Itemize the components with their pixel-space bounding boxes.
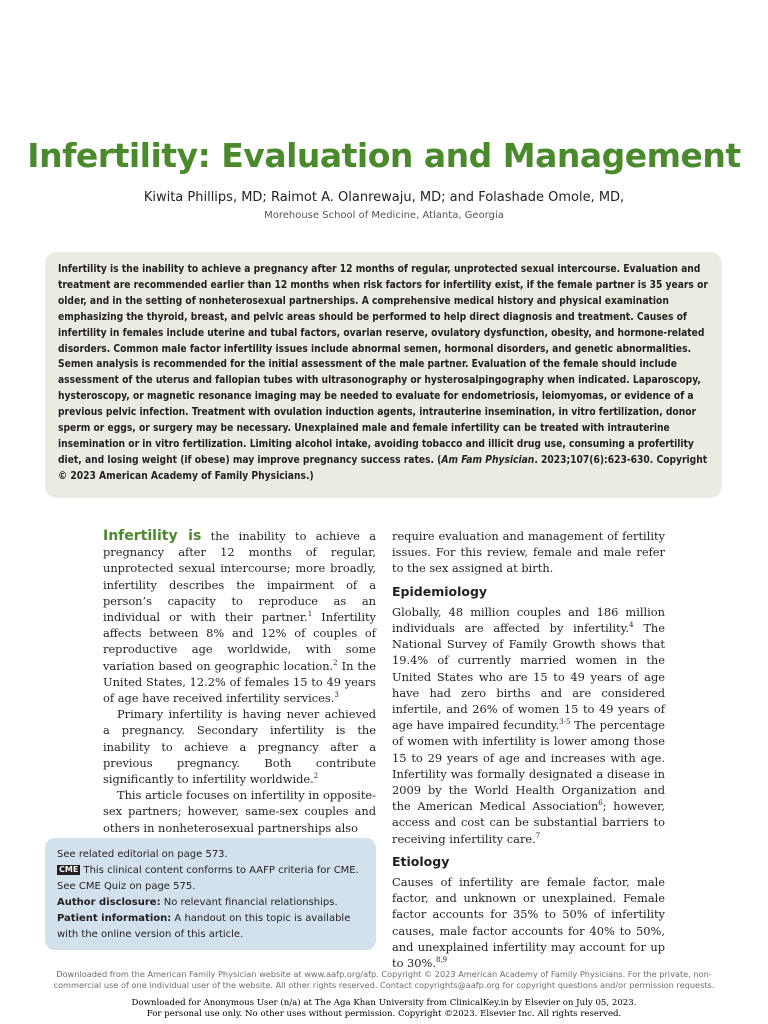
reference: 3 (334, 691, 339, 700)
journal-name: Am Fam Physician (441, 454, 535, 466)
reference: 2 (313, 772, 319, 781)
intro-text-c: In the United States, 12.2% of females 15 to 49 years of age have received infertility services. (103, 658, 376, 706)
patient-text: A handout on this topic is available with the online version of this article. (57, 913, 351, 940)
abstract-box (45, 252, 722, 498)
paragraph-text: Primary infertility is having never achieved a pregnancy. Secondary infertility is the inability to achieve a pregnancy after a previous pregnancy. Both contribute significantly to infertility worldwide. (103, 707, 376, 787)
paragraph-text: ; however, access and cost can be substantial barriers to receiving infertility care. (392, 799, 665, 846)
info-box (45, 838, 376, 950)
download-line-1: Downloaded for Anonymous User (n/a) at The Aga Khan University from ClinicalKey.in by Elsevier on July 05, 2023. (131, 998, 637, 1008)
article-title: Infertility: Evaluation and Management (27, 136, 741, 175)
intro-text-b: Infertility affects between 8% and 12% of couples of reproductive age worldwide, with some variation based on geographic location. (103, 610, 376, 673)
patient-label: Patient information: (57, 913, 172, 924)
abstract-text: Infertility is the inability to achieve a pregnancy after 12 months of regular, unprotected sexual intercourse. Evaluation and treatment are recommended earlier than 12 months when risk factors for infertility exist, if the female partner is 35 years or older, and in the setting of nonheterosexual partnerships. A comprehensive medical history and physical examination emphasizing the thyroid, breast, and pelvic areas should be performed to help direct diagnosis and treatment. Causes of infertility in females include uterine and tubal factors, ovarian reserve, ovulatory dysfunction, obesity, and hormone-related disorders. Common male factor infertility issues include abnormal semen, hormonal disorders, and genetic abnormalities. Semen analysis is recommended for the initial assessment of the male partner. Evaluation of the female should include assessment of the uterus and fallopian tubes with ultrasonography or hysterosalpingography when indicated. Laparoscopy, hysteroscopy, or magnetic resonance imaging may be needed to evaluate for endometriosis, leiomyomas, or evidence of a previous pelvic infection. Treatment with ovulation induction agents, intrauterine insemination, in vitro fertilization, donor sperm or eggs, or surgery may be necessary. Unexplained male and female infertility can be treated with intrauterine insemination or in vitro fertilization. Limiting alcohol intake, avoiding tobacco and illicit drug use, consuming a profertility diet, and losing weight (if obese) may improve pregnancy success rates. ( (58, 264, 708, 466)
reference: 3-5 (559, 718, 571, 727)
reference: 4 (629, 621, 634, 630)
left-column (103, 528, 376, 836)
etiology-paragraph (392, 874, 665, 971)
reference: 1 (307, 610, 313, 619)
right-column (392, 528, 665, 971)
paragraph-text: The percentage of women with infertility is lower among those 15 to 29 years of age and increases with age. Infertility was formally designated a disease in 2009 by the World Health Organization and the American Medical Association (392, 718, 665, 814)
affiliation: Morehouse School of Medicine, Atlanta, Georgia (264, 210, 504, 221)
disclosure-label: Author disclosure: (57, 897, 161, 908)
related-editorial[interactable]: See related editorial on page 573. (57, 849, 228, 860)
scope-continued: require evaluation and management of fertility issues. For this review, female and male refer to the sex assigned at birth. (392, 529, 665, 576)
download-notice (0, 998, 768, 1020)
author-line (120, 189, 648, 224)
lead-in: Infertility is (103, 528, 202, 544)
download-line-2: For personal use only. No other uses without permission. Copyright ©2023. Elsevier Inc. All rights reserved. (146, 1009, 622, 1019)
paragraph-text: Globally, 48 million couples and 186 million individuals are affected by infertility. (392, 604, 665, 636)
paragraph-text: The National Survey of Family Growth shows that 19.4% of currently married women in the United States who are 15 to 49 years of age have had zero births and are considered infertile, and 26% of women 15 to 49 years of age have impaired fecundity. (392, 621, 665, 733)
paragraph-text: Causes of infertility are female factor, male factor, and unknown or unexplained. Female factor accounts for 35% to 50% of infertility causes, male factor accounts for 40% to 50%, and unexplained infertility may account for up to 30%. (392, 875, 665, 971)
patient-information (57, 911, 364, 943)
citation: . 2023;107(6):623-630. Copyright © 2023 American Academy of Family Physicians.) (58, 454, 708, 482)
disclosure-text: No relevant financial relationships. (160, 897, 338, 908)
reference: 6 (598, 799, 603, 808)
epidemiology-paragraph (392, 604, 665, 847)
heading-etiology: Etiology (392, 853, 450, 869)
reference: 2 (333, 658, 338, 667)
primary-secondary-paragraph (103, 706, 376, 787)
author-names: Kiwita Phillips, MD; Raimot A. Olanrewaju, MD; and Folashade Omole, MD, (143, 190, 625, 205)
cme-badge: CME (59, 865, 79, 874)
reference: 8,9 (436, 956, 448, 965)
copyright-footer: Downloaded from the American Family Physician website at www.aafp.org/afp. Copyright © 2023 American Academy of Family Physicians. For the private, non-commercial use of one individual user of the website. All other rights reserved. Contact copyrights@aafp.org for copyright questions and/or permission requests. (53, 969, 715, 990)
author-disclosure (57, 895, 364, 911)
cme-text: This clinical content conforms to AAFP criteria for CME. See CME Quiz on page 575. (57, 865, 359, 892)
cme-statement (57, 863, 364, 895)
reference: 7 (535, 831, 541, 840)
scope-paragraph: This article focuses on infertility in opposite-sex partners; however, same-sex couples and others in nonheterosexual partnerships also (103, 788, 376, 835)
intro-text: the inability to achieve a pregnancy after 12 months of regular, unprotected sexual intercourse; more broadly, infertility describes the impairment of a person’s capacity to reproduce as an individual or with their partner. (103, 529, 377, 625)
intro-paragraph (103, 528, 376, 706)
heading-epidemiology: Epidemiology (392, 583, 488, 599)
